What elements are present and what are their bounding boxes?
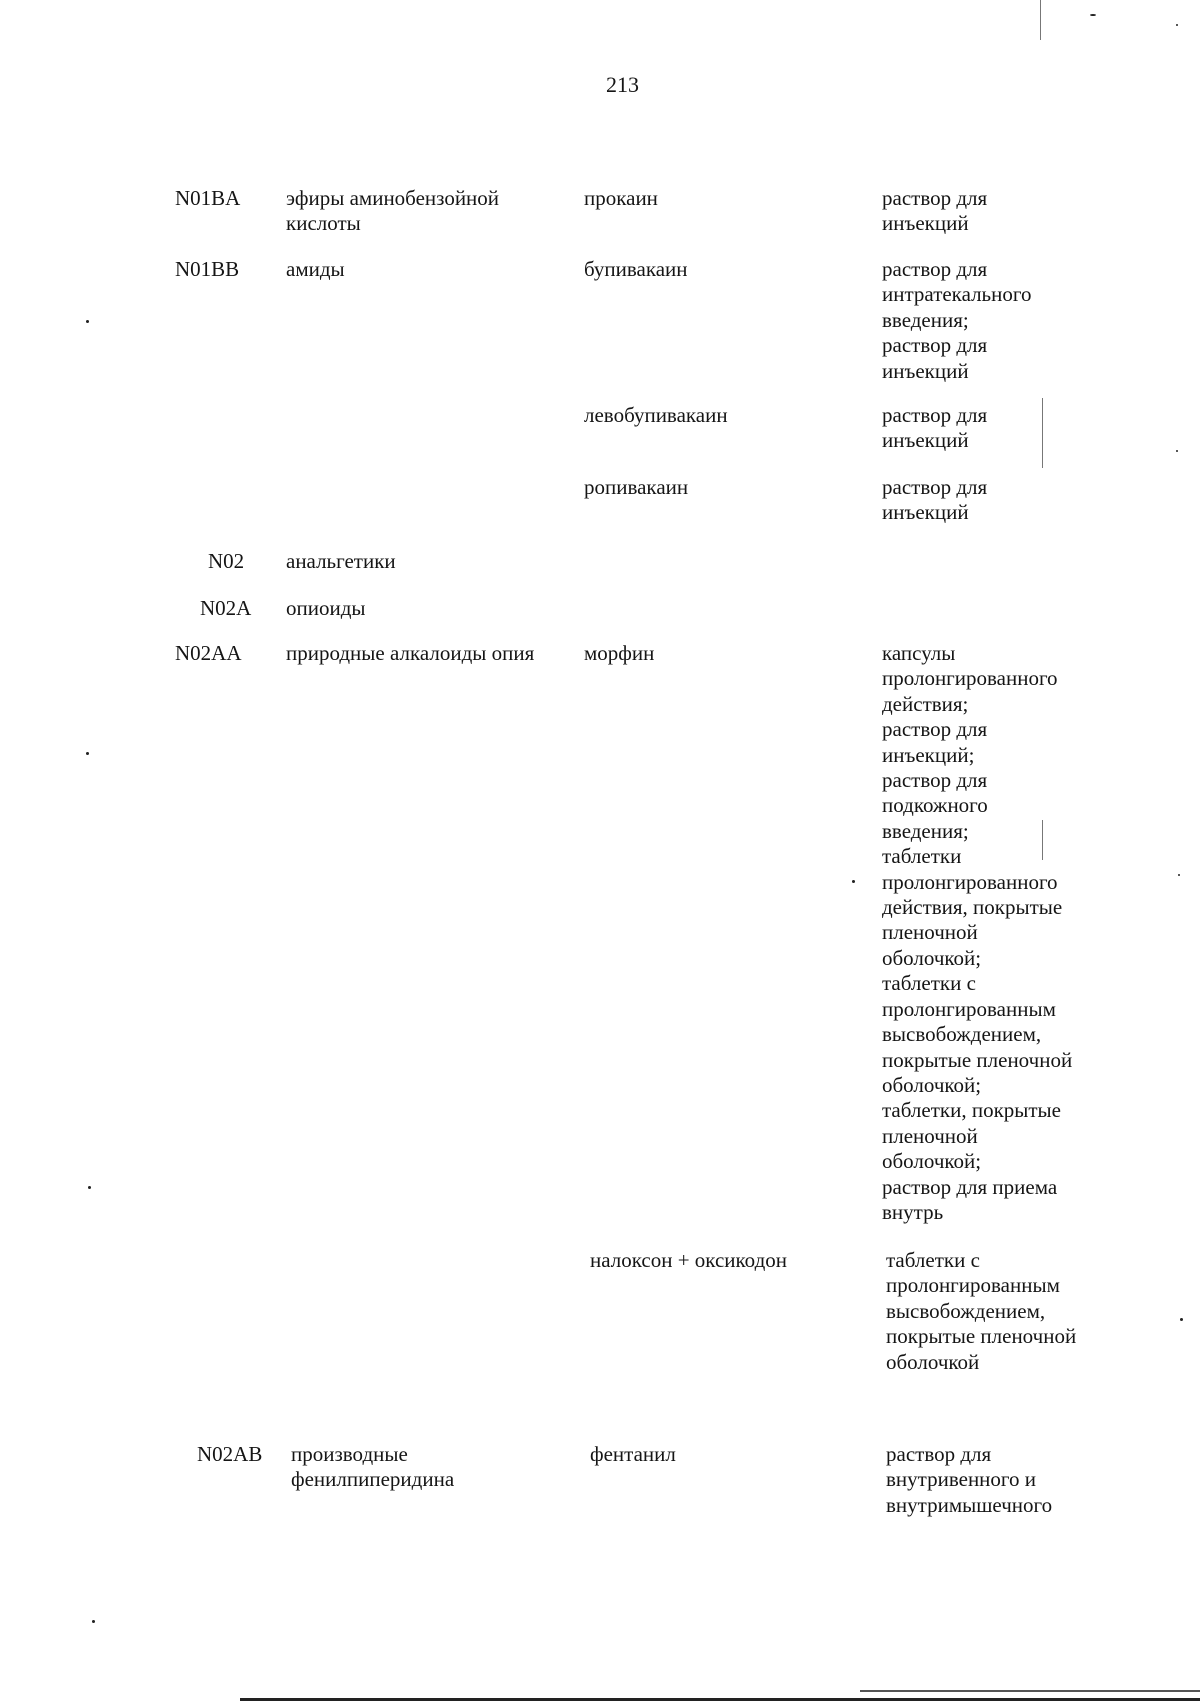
dosage-forms: [882, 641, 1122, 1225]
drug-name: налоксон + оксикодон: [590, 1248, 787, 1272]
dosage-form-line: пленочной: [882, 920, 978, 945]
dosage-form-line: подкожного: [882, 793, 988, 818]
scan-mark: [1042, 820, 1043, 860]
dosage-form-line: инъекций: [882, 358, 969, 383]
dosage-form-line: пролонгированного: [882, 869, 1058, 894]
dosage-form-line: раствор для: [882, 475, 988, 499]
dosage-form-line: раствор для: [882, 257, 988, 281]
dosage-form-line: пролонгированным: [882, 996, 1056, 1021]
drug-name: ропивакаин: [584, 475, 689, 499]
dosage-form-line: пролонгированным: [886, 1273, 1060, 1298]
atc-code: N02: [208, 549, 245, 573]
dosage-form-line: действия, покрытые: [882, 895, 1063, 920]
dosage-forms: [882, 403, 1122, 454]
drug-name: прокаин: [584, 186, 658, 210]
scan-speck: [86, 320, 89, 323]
dosage-form-line: внутривенного и: [886, 1467, 1036, 1492]
dosage-form-line: оболочкой: [886, 1349, 980, 1374]
dosage-forms: [882, 257, 1122, 384]
dosage-form-line: оболочкой;: [882, 1072, 982, 1097]
dosage-form-line: введения;: [882, 818, 969, 843]
drug-name: левобупивакаин: [584, 403, 728, 427]
page-number: 213: [606, 72, 639, 97]
dosage-form-line: капсулы: [882, 641, 956, 665]
dosage-form-line: высвобождением,: [882, 1022, 1042, 1047]
scan-speck: [852, 880, 855, 883]
drug-name: бупивакаин: [584, 257, 688, 281]
scan-speck: [1180, 1318, 1183, 1321]
scan-speck: [1176, 24, 1178, 26]
atc-code: N02A: [200, 596, 252, 620]
dosage-form-line: таблетки, покрытые: [882, 1098, 1061, 1123]
scan-speck: [92, 1620, 95, 1623]
scan-speck: [86, 752, 89, 755]
scan-mark: [1042, 398, 1043, 468]
dosage-form-line: раствор для: [882, 186, 988, 210]
dosage-form-line: таблетки с: [882, 971, 976, 996]
atc-group: производные фенилпиперидина: [291, 1442, 455, 1491]
dosage-form-line: введения;: [882, 307, 969, 332]
dosage-form-line: инъекций: [882, 211, 969, 236]
dosage-form-line: раствор для: [882, 768, 988, 793]
scan-mark: [1040, 0, 1041, 40]
scan-edge: [240, 1698, 1200, 1701]
dosage-form-line: высвобождением,: [886, 1298, 1046, 1323]
dosage-form-line: инъекций: [882, 428, 969, 453]
dosage-form-line: покрытые пленочной: [886, 1324, 1077, 1349]
scan-speck: [1178, 874, 1180, 876]
scan-speck: [1176, 450, 1178, 452]
atc-group: опиоиды: [286, 596, 366, 620]
atc-group: эфиры аминобензойной кислоты: [286, 186, 500, 235]
scan-edge: [860, 1690, 1200, 1692]
dosage-forms: [886, 1442, 1126, 1518]
dosage-form-line: внутримышечного: [886, 1492, 1053, 1517]
dosage-form-line: оболочкой;: [882, 945, 982, 970]
dosage-form-line: раствор для: [882, 333, 988, 358]
dosage-form-line: инъекций: [882, 500, 969, 525]
dosage-form-line: раствор для: [886, 1442, 992, 1466]
scan-speck: [1090, 14, 1096, 16]
atc-code: N02AA: [175, 641, 242, 665]
dosage-form-line: действия;: [882, 691, 969, 716]
atc-code: N02AB: [197, 1442, 263, 1466]
dosage-form-line: таблетки с: [886, 1248, 980, 1272]
scan-speck: [88, 1186, 91, 1189]
dosage-form-line: покрытые пленочной: [882, 1047, 1073, 1072]
atc-code: N01BA: [175, 186, 241, 210]
drug-name: фентанил: [590, 1442, 676, 1466]
dosage-form-line: оболочкой;: [882, 1149, 982, 1174]
dosage-form-line: внутрь: [882, 1199, 944, 1224]
dosage-form-line: таблетки: [882, 844, 962, 869]
dosage-forms: [882, 475, 1122, 526]
atc-group: анальгетики: [286, 549, 396, 573]
dosage-form-line: раствор для приема: [882, 1174, 1058, 1199]
dosage-forms: [882, 186, 1122, 237]
drug-name: морфин: [584, 641, 655, 665]
dosage-forms: [886, 1248, 1126, 1375]
atc-code: N01BB: [175, 257, 240, 281]
atc-group: амиды: [286, 257, 345, 281]
dosage-form-line: пленочной: [882, 1123, 978, 1148]
dosage-form-line: раствор для: [882, 403, 988, 427]
atc-group: природные алкалоиды опия: [286, 641, 535, 665]
dosage-form-line: интратекального: [882, 282, 1032, 307]
dosage-form-line: инъекций;: [882, 742, 975, 767]
dosage-form-line: раствор для: [882, 717, 988, 742]
dosage-form-line: пролонгированного: [882, 666, 1058, 691]
